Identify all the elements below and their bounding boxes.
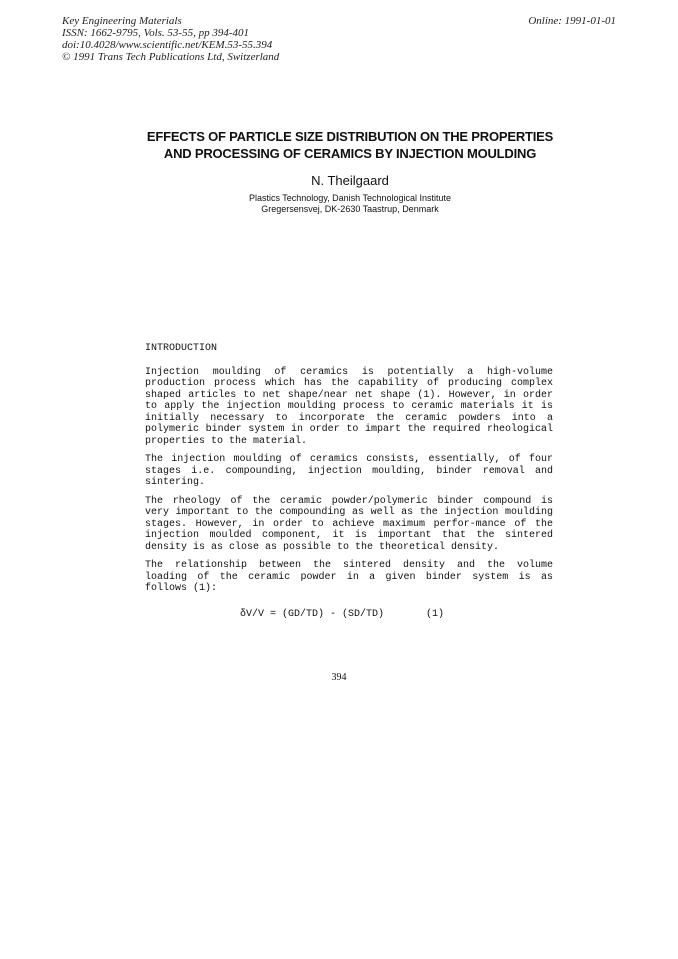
page-number: 394	[331, 672, 347, 683]
journal-name: Key Engineering Materials	[62, 15, 182, 27]
title-line-1: EFFECTS OF PARTICLE SIZE DISTRIBUTION ON THE PROPERTIES	[146, 129, 554, 144]
copyright-line: © 1991 Trans Tech Publications Ltd, Switzerland	[62, 51, 280, 63]
equation-1	[145, 609, 553, 621]
issn-line: ISSN: 1662-9795, Vols. 53-55, pp 394-401	[62, 27, 249, 39]
title-line-2: AND PROCESSING OF CERAMICS BY INJECTION MOULDING	[163, 146, 537, 161]
paragraph-2: The injection moulding of ceramics consists, essentially, of four stages i.e. compounding, injection moulding, binder removal and sintering.	[145, 454, 553, 488]
paragraph-3: The rheology of the ceramic powder/polymeric binder compound is very important to the compounding as well as the injection moulding stages. However, in order to achieve maximum perfor-mance of the injection moulded component, it is important that the sintered density is as close as possible to the theoretical density.	[145, 495, 553, 553]
doi-line: doi:10.4028/www.scientific.net/KEM.53-55.394	[62, 39, 273, 51]
online-date: Online: 1991-01-01	[528, 15, 616, 27]
equation-number: (1)	[426, 608, 445, 620]
publication-meta	[62, 15, 279, 63]
affiliation-line-2: Gregersensvej, DK-2630 Taastrup, Denmark	[261, 204, 439, 214]
equation-expression: δV/V = (GD/TD) - (SD/TD)	[240, 608, 385, 620]
paragraph-4: The relationship between the sintered density and the volume loading of the ceramic powder in a given binder system is as follows (1):	[145, 560, 553, 594]
affiliation	[100, 193, 600, 215]
paper-body	[145, 343, 553, 620]
affiliation-line-1: Plastics Technology, Danish Technological Institute	[248, 193, 452, 203]
paper-title	[100, 128, 600, 162]
author-name: N. Theilgaard	[311, 173, 389, 188]
paragraph-1: Injection moulding of ceramics is potentially a high-volume production process which has the capability of producing complex shaped articles to net shape/near net shape (1). However, in order to apply the injection moulding process to ceramic materials it is initially necessary to incorporate the ceramic powders into a polymeric binder system in order to impart the required rheological properties to the material.	[145, 366, 553, 447]
section-heading: INTRODUCTION	[145, 343, 218, 354]
